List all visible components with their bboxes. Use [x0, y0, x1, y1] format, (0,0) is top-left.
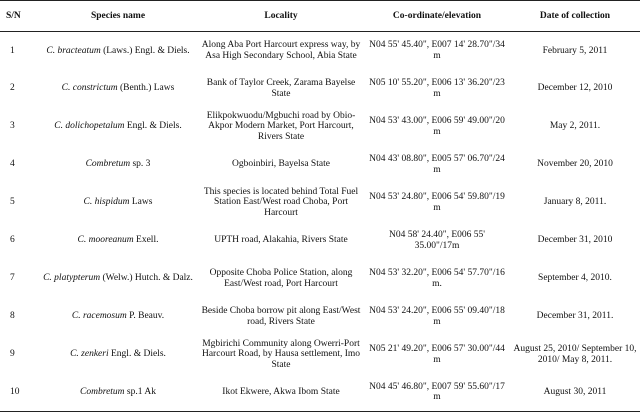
cell-date: August 30, 2011 — [510, 374, 640, 412]
cell-locality: Bank of Taylor Creek, Zarama Bayelse State — [206, 78, 356, 99]
species-genus: C. zenkeri — [70, 349, 109, 360]
cell-sn: 5 — [10, 197, 15, 208]
table-row — [0, 108, 640, 146]
species-author: (Laws.) Engl. & Diels. — [100, 45, 190, 56]
species-genus: C. dolichopetalum — [54, 121, 125, 132]
table-row — [0, 222, 640, 260]
species-author: sp. 3 — [130, 159, 151, 170]
cell-species — [38, 374, 198, 412]
cell-date: August 25, 2010/ September 10, 2010/ May 8, 2011. — [513, 344, 637, 365]
cell-sn: 2 — [10, 83, 15, 94]
cell-species — [38, 336, 198, 374]
header-coordinate-elevation: Co-ordinate/elevation — [364, 1, 510, 32]
cell-sn: 4 — [10, 159, 15, 170]
cell-coordinate: N05 10' 55.20", E006 13' 36.20"/23 m — [369, 78, 505, 99]
cell-sn: 8 — [10, 311, 15, 322]
species-author: Engl. & Diels. — [124, 121, 182, 132]
cell-date: February 5, 2011 — [542, 45, 608, 56]
cell-species — [38, 260, 198, 298]
table-header-row — [0, 1, 640, 32]
cell-sn: 6 — [10, 235, 15, 246]
header-date-of-collection: Date of collection — [510, 1, 640, 32]
species-author: Laws — [129, 197, 153, 208]
cell-sn: 9 — [10, 349, 15, 360]
cell-sn: 1 — [10, 45, 15, 56]
cell-sn: 3 — [10, 121, 15, 132]
species-author: sp.1 Ak — [124, 387, 156, 397]
cell-coordinate: N04 53' 24.80", E006 54' 59.80"/19 m — [369, 192, 505, 213]
species-genus: C. racemosum — [71, 311, 127, 322]
species-genus: Combretum — [80, 387, 125, 397]
cell-species — [38, 298, 198, 336]
cell-species — [38, 70, 198, 108]
species-author: Engl. & Diels. — [108, 349, 166, 360]
cell-coordinate: N04 55' 45.40", E007 14' 28.70"/34 m — [369, 40, 505, 61]
species-author: (Benth.) Laws — [117, 83, 175, 94]
cell-locality: Along Aba Port Harcourt express way, by Asa High Secondary School, Abia State — [201, 40, 361, 61]
table-row — [0, 298, 640, 336]
cell-species — [38, 146, 198, 184]
cell-date: December 31, 2010 — [537, 235, 613, 246]
cell-date: November 20, 2010 — [537, 159, 613, 170]
species-genus: C. bracteatum — [46, 45, 101, 56]
cell-date: September 4, 2010. — [538, 273, 612, 284]
species-genus: C. mooreanum — [77, 235, 134, 246]
cell-date: May 2, 2011. — [549, 121, 601, 132]
species-genus: C. hispidum — [83, 197, 130, 208]
cell-date: January 8, 2011. — [543, 197, 607, 208]
cell-species — [38, 184, 198, 222]
header-locality: Locality — [198, 1, 364, 32]
cell-date: December 12, 2010 — [537, 83, 613, 94]
cell-sn: 10 — [0, 374, 38, 412]
cell-locality: Mgbirichi Community along Owerri-Port Harcourt Road, by Hausa settlement, Imo State — [201, 338, 361, 370]
table-row — [0, 70, 640, 108]
table-row — [0, 374, 640, 412]
cell-locality: This species is located behind Total Fuel Station East/West road Choba, Port Harcourt — [203, 186, 359, 218]
cell-locality: Ogboinbiri, Bayelsa State — [232, 159, 330, 170]
cell-species — [38, 32, 198, 70]
species-genus: C. platypterum — [43, 273, 101, 284]
header-sn: S/N — [0, 1, 38, 32]
cell-coordinate: N05 21' 49.20", E006 57' 30.00"/44 m — [369, 344, 505, 365]
species-author: (Welw.) Hutch. & Dalz. — [100, 273, 193, 284]
species-author: P. Beauv. — [126, 311, 165, 322]
table-row — [0, 32, 640, 70]
species-genus: Combretum — [85, 159, 131, 170]
table-row — [0, 146, 640, 184]
cell-locality: Opposite Choba Police Station, along East/West road, Port Harcourt — [209, 268, 353, 289]
header-species-name: Species name — [38, 1, 198, 32]
cell-coordinate: N04 53' 24.20", E006 55' 09.40"/18 m — [369, 306, 505, 327]
cell-coordinate: N04 53' 43.00", E006 59' 49.00"/20 m — [369, 116, 505, 137]
cell-species — [38, 108, 198, 146]
cell-locality: Ikot Ekwere, Akwa Ibom State — [198, 374, 364, 412]
species-genus: C. constrictum — [61, 83, 118, 94]
table-row — [0, 336, 640, 374]
cell-species — [38, 222, 198, 260]
cell-coordinate: N04 45' 46.80", E007 59' 55.60"/17 m — [364, 374, 510, 412]
cell-locality: Beside Choba borrow pit along East/West road, Rivers State — [201, 306, 361, 327]
table-row — [0, 184, 640, 222]
table-row — [0, 260, 640, 298]
cell-locality: Elikpokwuodu/Mgbuchi road by Obio-Akpor Modern Market, Port Harcourt, Rivers State — [206, 110, 356, 142]
cell-coordinate: N04 58' 24.40", E006 55' 35.00"/17m — [389, 230, 485, 251]
cell-date: December 31, 2011. — [536, 311, 614, 322]
species-author: Exell. — [133, 235, 159, 246]
cell-locality: UPTH road, Alakahia, Rivers State — [214, 235, 348, 246]
cell-sn: 7 — [10, 273, 15, 284]
cell-coordinate: N04 53' 32.20", E006 54' 57.70"/16 m. — [369, 268, 505, 289]
cell-coordinate: N04 43' 08.80", E005 57' 06.70"/24 m — [369, 154, 505, 175]
